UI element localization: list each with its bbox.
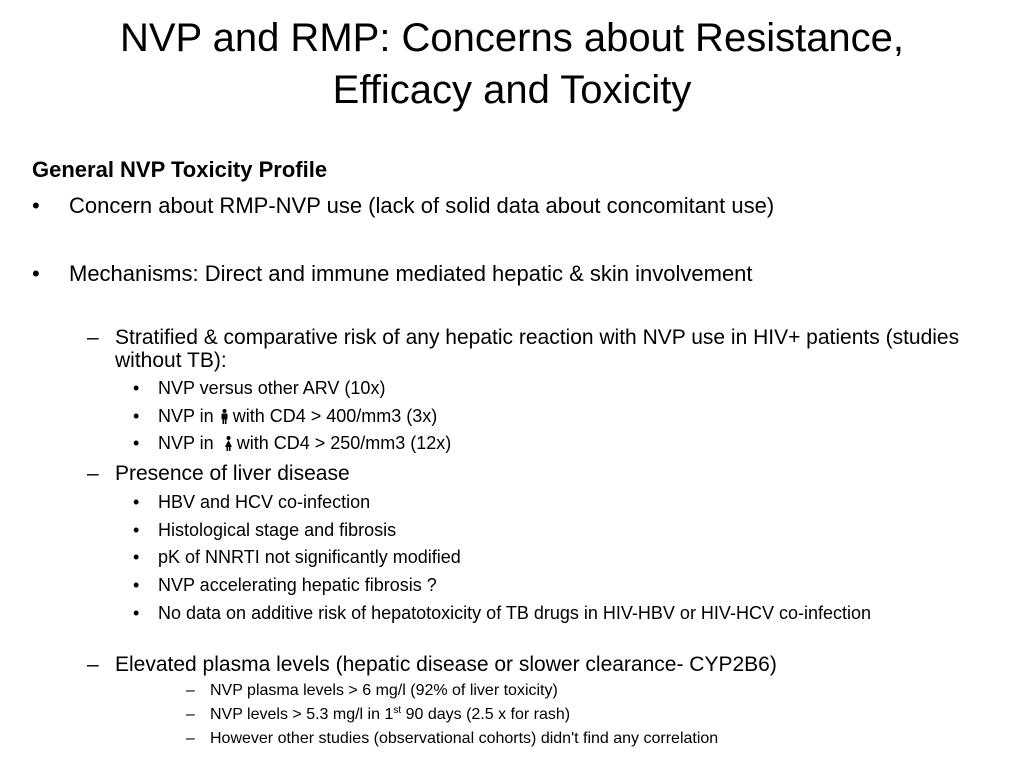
- list-item-text: pK of NNRTI not significantly modified: [158, 547, 461, 567]
- slide-title-line-1: NVP and RMP: Concerns about Resistance,: [119, 16, 905, 60]
- bullet-marker: •: [133, 575, 140, 595]
- list-item-text: Histological stage and fibrosis: [158, 520, 397, 540]
- detail-item: [186, 681, 1006, 701]
- person-icon: [224, 435, 233, 456]
- detail-item-text: NVP plasma levels > 6 mg/l (92% of liver toxicity): [210, 682, 558, 699]
- bullet-marker: •: [133, 520, 140, 540]
- sub-item-text: Presence of liver disease: [115, 462, 350, 485]
- detail-item-prefix: NVP levels > 5.3 mg/l in 1: [210, 706, 394, 723]
- bullet-marker: •: [133, 603, 140, 623]
- detail-item: [186, 705, 1006, 725]
- dash-marker: –: [186, 706, 195, 723]
- list-item: [133, 603, 1003, 624]
- detail-item-text: However other studies (observational cohorts) didn't find any correlation: [210, 730, 719, 747]
- bullet-marker: •: [133, 492, 140, 512]
- list-item: [133, 575, 1003, 596]
- bullet-marker: •: [133, 547, 140, 567]
- dash-marker: –: [87, 462, 99, 485]
- detail-item-suffix: 90 days (2.5 x for rash): [401, 706, 571, 723]
- ordinal-suffix: st: [393, 705, 402, 716]
- bullet-marker: •: [133, 433, 140, 453]
- slide-title: [0, 12, 1024, 116]
- list-item: [133, 492, 1003, 513]
- list-item-suffix: with CD4 > 250/mm3 (12x): [236, 433, 452, 453]
- dash-marker: –: [87, 653, 99, 676]
- list-item: [133, 520, 1003, 541]
- bullet-marker: •: [133, 406, 140, 426]
- bullet-concern: [32, 192, 1002, 220]
- list-item-cd4-400: [133, 406, 1003, 429]
- sub-item-text: Elevated plasma levels (hepatic disease or slower clearance- CYP2B6): [115, 653, 777, 676]
- list-item-suffix: with CD4 > 400/mm3 (3x): [232, 406, 438, 426]
- bullet-marker: •: [32, 193, 40, 218]
- bullet-text: Concern about RMP-NVP use (lack of solid data about concomitant use): [69, 193, 775, 218]
- sub-item-text: Stratified & comparative risk of any hepatic reaction with NVP use in HIV+ patients (studies without TB):: [115, 326, 960, 372]
- bullet-mechanisms: [32, 260, 1002, 288]
- bullet-marker: •: [133, 378, 140, 398]
- list-item-text: HBV and HCV co-infection: [158, 492, 371, 512]
- list-item-versus: [133, 378, 1003, 399]
- list-item-prefix: NVP in: [158, 433, 214, 453]
- sub-item-liver: [87, 462, 977, 485]
- sub-item-stratified: [87, 326, 977, 372]
- dash-marker: –: [186, 682, 195, 699]
- bullet-text: Mechanisms: Direct and immune mediated hepatic & skin involvement: [69, 261, 753, 286]
- list-item: [133, 547, 1003, 568]
- list-item-text: NVP accelerating hepatic fibrosis ?: [158, 575, 437, 595]
- slide-title-line-2: Efficacy and Toxicity: [332, 68, 692, 112]
- list-item-cd4-250: [133, 433, 1003, 456]
- list-item-text: No data on additive risk of hepatotoxicity of TB drugs in HIV-HBV or HIV-HCV co-infection: [158, 603, 871, 623]
- sub-item-plasma: [87, 653, 977, 676]
- list-item-text: NVP versus other ARV (10x): [158, 378, 386, 398]
- section-heading: General NVP Toxicity Profile: [32, 157, 328, 182]
- person-icon: [220, 408, 229, 429]
- detail-item: [186, 729, 1006, 749]
- bullet-marker: •: [32, 261, 40, 286]
- dash-marker: –: [186, 730, 195, 747]
- list-item-prefix: NVP in: [158, 406, 214, 426]
- dash-marker: –: [87, 326, 99, 349]
